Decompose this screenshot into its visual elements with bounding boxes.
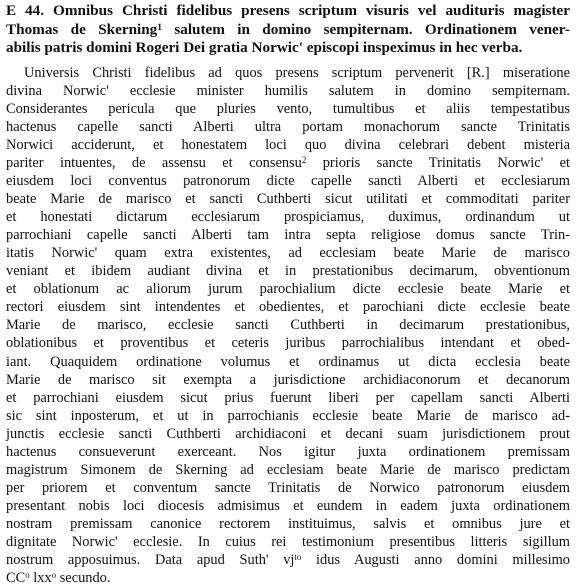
charter-line: rectori eiusdem sint intendentes et obedientes, et parochiani dicte ecclesie beate [6, 299, 570, 316]
charter-line: sic sint inposterum, et ut in parrochianis ecclesie beate Marie de marisco ad- [6, 407, 570, 424]
charter-line: hactenus consueverunt exerceant. Nos igitur juxta ordinationem premissam [6, 443, 570, 460]
charter-line: iant. Quaquidem ordinatione volumus et ordinamus ut dicta ecclesia beate [6, 353, 570, 370]
charter-line: oblationibus et proventibus et ceteris juribus parrochialibus intendant et obed- [6, 335, 570, 352]
charter-line: hactenus capelle sancti Alberti ultra portam monachorum sancte Trinitatis [6, 118, 570, 135]
entry-label: E 44. [6, 2, 45, 19]
charter-text [6, 64, 570, 587]
charter-line: veniant et ibidem audiant divina et in prestationibus decimarum, obventionum [6, 263, 570, 280]
charter-line: pariter intuentes, de assensu et consensu$^2$ prioris sancte Trinitatis Norwic' et [6, 155, 570, 172]
charter-line: $CC^o$ lxx$^o$ secundo. [6, 570, 111, 587]
charter-line: beate Marie de marisco et sancti Cuthberti sicut utilitati et commoditati pariter [6, 191, 570, 208]
charter-line: et oblationum ac aliorum jurum parochialium dicte ecclesie beate Marie et [6, 281, 570, 298]
charter-line: Norwici acciderunt, et honestatem loci quo divina celebrari debent misteria [6, 136, 570, 153]
entry-intro [6, 2, 570, 58]
charter-line: Universis Christi fidelibus ad quos presens scriptum pervenerit [R.] miseratione [24, 64, 570, 81]
charter-line: junctis ecclesie sancti Cuthberti archidiaconi et decani suam jurisdictionem prout [6, 425, 570, 442]
charter-line: per priorem et conventum sancte Trinitatis de Norwico patronorum eiusdem [6, 479, 570, 496]
footnote-ref-1: 1 [157, 22, 162, 33]
charter-line: parrochiani capelle sancti Alberti tam intra septa religiose domus sancte Trin- [6, 227, 570, 244]
charter-line: nostram premissam canonice rectorem instituimus, salvis et omnibus jure et [6, 515, 570, 532]
charter-line: itatis Norwic' quam extra existentes, ad ecclesiam beate Marie de marisco [6, 245, 570, 262]
intro-line: abilis patris domini Rogeri Dei gratia Norwic' episcopi inspeximus in hec verba. [6, 39, 523, 57]
footnote-ref-2: 2 [301, 155, 307, 165]
intro-line: E 44. Omnibus Christi fidelibus presens scriptum visuris vel audituris magister [6, 2, 570, 19]
charter-line: divina Norwic' ecclesie minister humilis salutem in domino sempiternam. [6, 82, 570, 99]
charter-line: et parrochiani eiusdem sicut prius fuerunt liberi per capellam sancti Alberti [6, 389, 570, 406]
charter-line: presentant nobis loci diocesis admisimus et eundem in eadem juxta ordinationem [6, 497, 570, 514]
intro-line: Thomas de Skerning$^1$ salutem in domino sempiternam. Ordinationem vener- [6, 20, 570, 38]
charter-line: dignitate Norwic' ecclesie. In cuius rei testimonium presentibus litteris sigillum [6, 534, 570, 550]
charter-line: Marie de marisco, ecclesie sancti Cuthberti in decimarum prestationibus, [6, 317, 570, 334]
charter-line: et honestati dictarum ecclesiarum prospiciamus, duximus, ordinandum ut [6, 209, 570, 226]
charter-line: nostrum apposuimus. Data apud Suth' $vj^{to}$ idus Augusti anno domini millesimo [6, 552, 570, 569]
charter-line: Marie de marisco sit exempta a jurisdictione archidiaconorum et decanorum [6, 371, 570, 388]
charter-line: Considerantes pericula que pluries vento, tumultibus et aliis tempestatibus [6, 100, 570, 117]
charter-line: eiusdem loci conventus patronorum dicte capelle sancti Alberti et ecclesiarum [6, 173, 570, 190]
charter-line: magistrum Simonem de Skerning ad ecclesiam beate Marie de marisco predictam [6, 461, 570, 478]
